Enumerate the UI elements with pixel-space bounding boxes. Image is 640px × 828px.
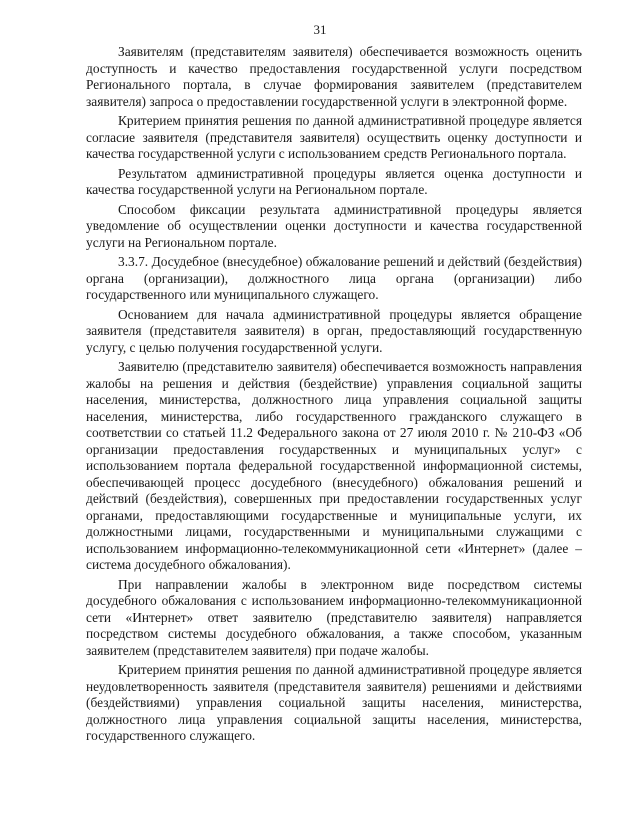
paragraph: Основанием для начала административной процедуры является обращение заявителя (представителя заявителя) в орган, предоставляющий государственную услугу, с целью получения государственной услуги. <box>86 306 582 355</box>
paragraph: Способом фиксации результата административной процедуры является уведомление об осуществлении оценки доступности и качества государственной услуги на Региональном портале. <box>86 201 582 250</box>
body-text <box>86 44 582 748</box>
paragraph: Заявителю (представителю заявителя) обеспечивается возможность направления жалобы на решения и действия (бездействие) управления социальной защиты населения, министерства, должностного лица управления социальной защиты населения, министерства, либо государственного гражданского служащего в соответствии со статьей 11.2 Федерального закона от 27 июля 2010 г. № 210-ФЗ «Об организации предоставления государственных и муниципальных услуг» с использованием портала федеральной государственной информационной системы, обеспечивающей процесс досудебного (внесудебного) обжалования решений и действий (бездействия), совершенных при предоставлении государственных услуг органами, предоставляющими государственные и муниципальные услуги, их должностными лицами, государственными и муниципальными служащими с использованием информационно-телекоммуникационной сети «Интернет» (далее – система досудебного обжалования). <box>86 359 582 572</box>
paragraph: Заявителям (представителям заявителя) обеспечивается возможность оценить доступность и качество предоставления государственной услуги посредством Регионального портала, в случае формирования заявителем (представителем заявителя) запроса о предоставлении государственной услуги в электронной форме. <box>86 44 582 109</box>
paragraph: При направлении жалобы в электронном виде посредством системы досудебного обжалования с использованием информационно-телекоммуникационной сети «Интернет» ответ заявителю (представителю заявителя) направляется посредством системы досудебного обжалования, а также способом, указанным заявителем (представителем заявителя) при подаче жалобы. <box>86 576 582 658</box>
paragraph: Критерием принятия решения по данной административной процедуре является согласие заявителя (представителя заявителя) осуществить оценку доступности и качества государственной услуги с использованием средств Регионального портала. <box>86 113 582 161</box>
paragraph: Результатом административной процедуры является оценка доступности и качества государственной услуги на Региональном портале. <box>86 165 582 197</box>
page-number: 31 <box>313 22 327 37</box>
paragraph: Критерием принятия решения по данной административной процедуре является неудовлетворенность заявителя (представителя заявителя) решениями и действиями (бездействиями) управления социальной защиты населения, министерства, должностного лица управления социальной защиты населения, министерства, государственного служащего. <box>86 662 582 743</box>
section-heading-paragraph: 3.3.7. Досудебное (внесудебное) обжалование решений и действий (бездействия) органа (организации), должностного лица органа (организации) либо государственного или муниципального служащего. <box>86 254 582 302</box>
